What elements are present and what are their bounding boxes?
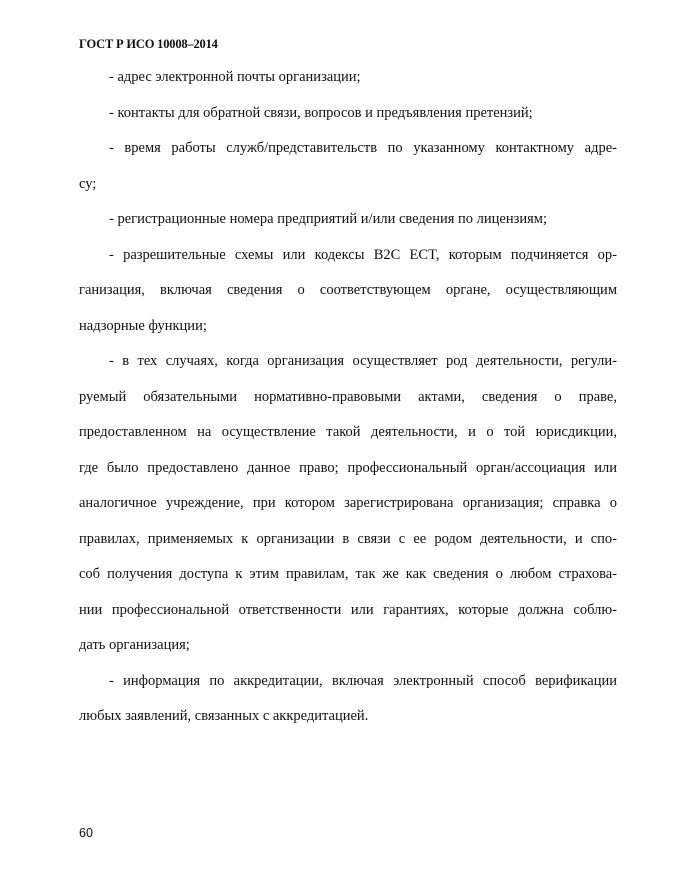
text-line: - время работы служб/представительств по указанному контактному адре- <box>109 140 617 156</box>
document-code-header: ГОСТ Р ИСО 10008–2014 <box>79 37 218 51</box>
text-line: аналогичное учреждение, при котором зарегистрирована организация; справка о <box>79 495 617 511</box>
text-line: - информация по аккредитации, включая электронный способ верификации <box>109 672 617 689</box>
text-line: нии профессиональной ответственности или гарантиях, которые должна соблю- <box>79 601 617 618</box>
text-line: надзорные функции; <box>79 317 207 334</box>
body-text <box>79 60 617 735</box>
text-line: - адрес электронной почты организации; <box>109 69 361 85</box>
text-line: предоставленном на осуществление такой деятельности, и о той юрисдикции, <box>79 424 617 440</box>
text-line: дать организация; <box>79 637 190 653</box>
text-line: правилах, применяемых к организации в связи с ее родом деятельности, и спо- <box>79 530 617 547</box>
text-line: - регистрационные номера предприятий и/или сведения по лицензиям; <box>109 211 547 227</box>
text-line: - контакты для обратной связи, вопросов и предъявления претензий; <box>109 104 533 121</box>
text-line: ганизация, включая сведения о соответствующем органе, осуществляющим <box>79 282 617 298</box>
text-line: - в тех случаях, когда организация осуществляет род деятельности, регули- <box>109 353 617 369</box>
text-line: любых заявлений, связанных с аккредитацией. <box>79 708 369 724</box>
page-number: 60 <box>79 826 93 840</box>
text-line: руемый обязательными нормативно-правовыми актами, сведения о праве, <box>79 388 617 405</box>
text-line: - разрешительные схемы или кодексы B2C ECT, которым подчиняется ор- <box>109 246 617 263</box>
text-line: су; <box>79 175 97 192</box>
text-line: где было предоставлено данное право; профессиональный орган/ассоциация или <box>79 459 617 476</box>
text-line: соб получения доступа к этим правилам, так же как сведения о любом страхова- <box>79 566 617 582</box>
